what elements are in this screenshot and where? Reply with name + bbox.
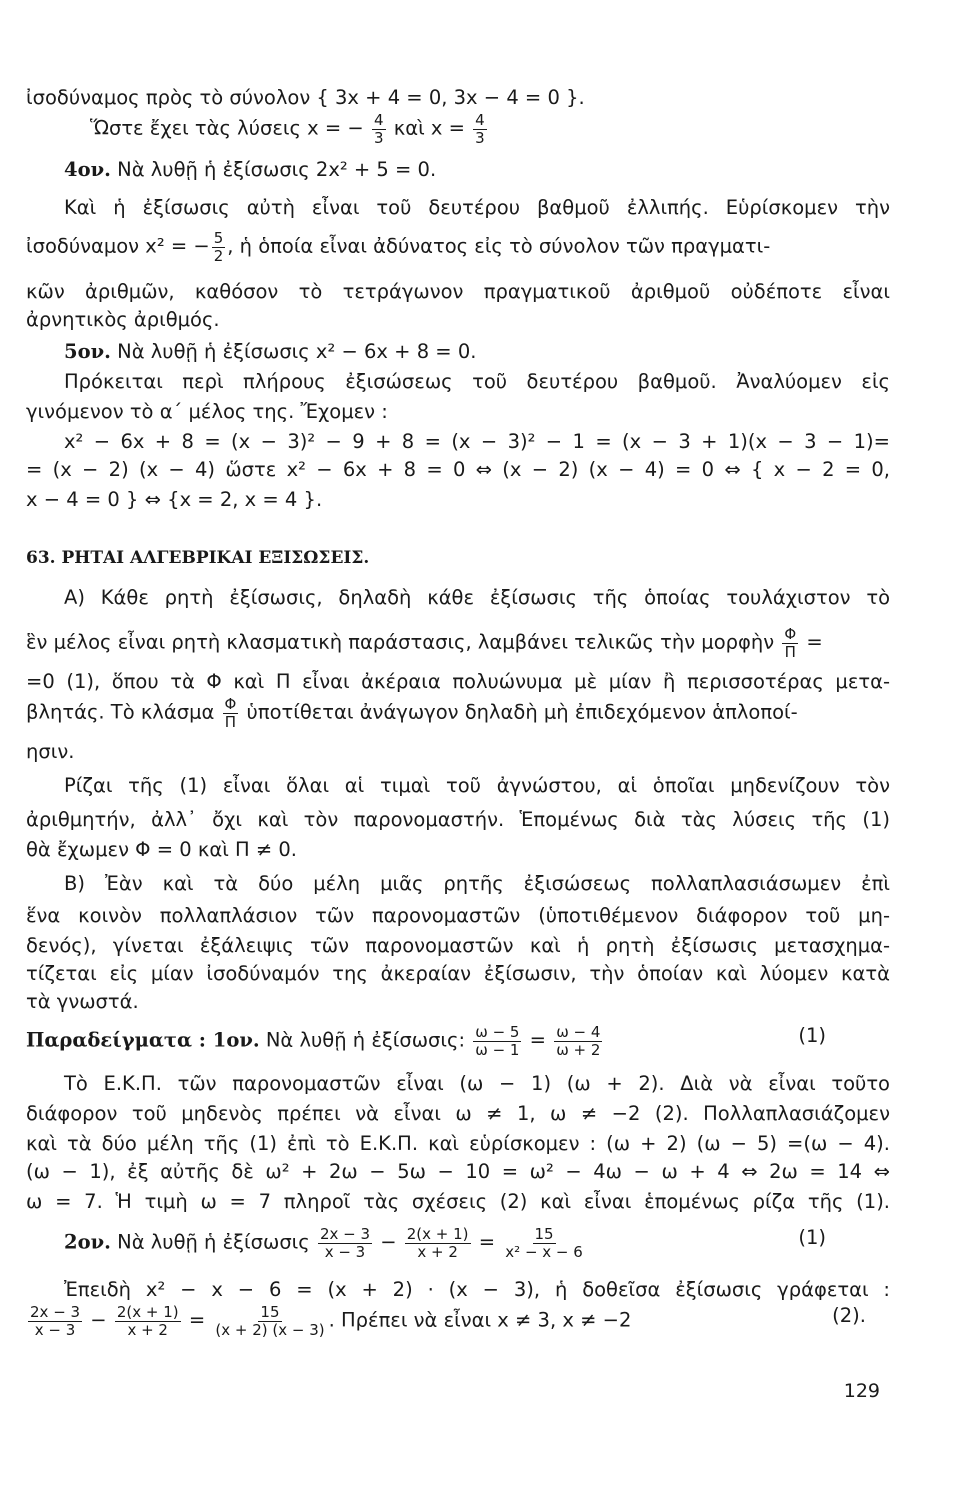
equation-line: $\frac{2x - 3}{x - 3}$ − $\frac{2(x + 1)}{x + 2}$ = $\frac{15}{(x + 2) (x - 3)}$ . Πρέπει νὰ εἶναι x ≠ 3, x ≠ −2 (2). [30,1303,866,1339]
text-line: ἰσοδύναμος πρὸς τὸ σύνολον { 3x + 4 = 0, 3x − 4 = 0 }. [26,86,585,109]
equation-line: x² − 6x + 8 = (x − 3)² − 9 + 8 = (x − 3)² − 1 = (x − 3 + 1)(x − 3 − 1)= [64,430,890,453]
text-line: θὰ ἔχωμεν Φ = 0 καὶ Π ≠ 0. [26,838,297,861]
text-line: ω = 7. Ἡ τιμὴ ω = 7 πληροῖ τὰς σχέσεις (2) καὶ εἶναι ἑπομένως ρίζα τῆς (1). [26,1190,890,1213]
fraction: $\frac{5}{2}$ [213,229,224,265]
text-line: Ὥστε ἔχει τὰς λύσεις x = − $\frac{4}{3}$ καὶ x = $\frac{4}{3}$ [90,111,485,147]
fraction: $\frac{\Phi}{\Pi}$ [224,695,237,731]
text-line: ἀριθμητήν, ἀλλ᾽ ὄχι καὶ τὸν παρονομαστήν. Ἑπομένως διὰ τὰς λύσεις τῆς (1) [26,808,890,831]
text-line: Ρίζαι τῆς (1) εἶναι ὅλαι αἱ τιμαὶ τοῦ ἀγνώστου, αἱ ὁποῖαι μηδενίζουν τὸν [64,774,890,797]
text-line: διάφορον τοῦ μηδενὸς πρέπει νὰ εἶναι ω ≠ 1, ω ≠ −2 (2). Πολλαπλασιάζομεν [26,1102,890,1125]
example-label: 4ον. [64,158,111,181]
equation-number: (2). [832,1304,866,1327]
text-line: ησιν. [26,740,75,763]
page-number: 129 [843,1380,880,1402]
text-line: ἰσοδύναμον x² = − $\frac{5}{2}$ , ἡ ὁποία εἶναι ἀδύνατος εἰς τὸ σύνολον τῶν πραγματι- [26,229,771,265]
text-line: 5ον. Νὰ λυθῇ ἡ ἐξίσωσις x² − 6x + 8 = 0. [64,340,477,363]
fraction: $\frac{2(x + 1)}{x + 2}$ [116,1303,179,1339]
fraction: $\frac{\omega - 4}{\omega + 2}$ [556,1023,601,1059]
equation-line: = (x − 2) (x − 4) ὥστε x² − 6x + 8 = 0 ⇔ (x − 2) (x − 4) = 0 ⇔ { x − 2 = 0, [26,458,890,481]
fraction: $\frac{\Phi}{\Pi}$ [784,625,797,661]
text-line: ἓν μέλος εἶναι ρητὴ κλασματικὴ παράστασις, λαμβάνει τελικῶς τὴν μορφὴν $\frac{\Phi}{\Pi}$ = [26,625,823,661]
text-line: Τὸ Ε.Κ.Π. τῶν παρονομαστῶν εἶναι (ω − 1) (ω + 2). Διὰ νὰ εἶναι τοῦτο [64,1072,890,1095]
text-line: καὶ τὰ δύο μέλη τῆς (1) ἐπὶ τὸ Ε.Κ.Π. καὶ εὑρίσκομεν : (ω + 2) (ω − 5) =(ω − 4). [26,1132,890,1155]
text-line: ἕνα κοινὸν πολλαπλάσιον τῶν παρονομαστῶν (ὑποτιθέμενον διάφορον τοῦ μη- [26,904,890,927]
text-line: Β) Ἐὰν καὶ τὰ δύο μέλη μιᾶς ρητῆς ἐξισώσεως πολλαπλασιάσωμεν ἐπὶ [64,872,890,895]
equation-line: (ω − 1), ἐξ αὐτῆς δὲ ω² + 2ω − 5ω − 10 = ω² − 4ω − ω + 4 ⇔ 2ω = 14 ⇔ [26,1160,890,1183]
equation-number: (1) [798,1226,826,1249]
example-label: 2ον. [64,1230,111,1254]
examples-label: Παραδείγματα : 1ον. [26,1028,260,1052]
fraction: $\frac{2(x + 1)}{x + 2}$ [406,1225,469,1261]
text-line: Παραδείγματα : 1ον. Νὰ λυθῇ ἡ ἐξίσωσις: $\frac{\omega - 5}{\omega - 1}$ = $\frac{\omega - 4}{\omega + 2}$ (1) [26,1023,826,1059]
fraction: $\frac{\omega - 5}{\omega - 1}$ [475,1023,520,1059]
text-line: γινόμενον τὸ α΄ μέλος της. Ἔχομεν : [26,400,388,423]
fraction: $\frac{15}{(x + 2) (x - 3)}$ [215,1303,325,1339]
text-line: Καὶ ἡ ἐξίσωσις αὐτὴ εἶναι τοῦ δευτέρου βαθμοῦ ἐλλιπής. Εὑρίσκομεν τὴν [64,196,890,219]
text-line: τὰ γνωστά. [26,990,139,1013]
text-line: δενός), γίνεται ἐξάλειψις τῶν παρονομαστῶν καὶ ἡ ρητὴ ἐξίσωσις μετασχημα- [26,934,890,957]
section-heading: 63. ΡΗΤΑΙ ΑΛΓΕΒΡΙΚΑΙ ΕΞΙΣΩΣΕΙΣ. [26,548,370,568]
text-line: βλητάς. Τὸ κλάσμα $\frac{\Phi}{\Pi}$ ὑποτίθεται ἀνάγωγον δηλαδὴ μὴ ἐπιδεχόμενον ἁπλοποί- [26,695,798,731]
fraction: $\frac{4}{3}$ [475,111,485,147]
equation-number: (1) [798,1024,826,1047]
fraction: $\frac{4}{3}$ [373,111,384,147]
text-line: Πρόκειται περὶ πλήρους ἐξισώσεως τοῦ δευτέρου βαθμοῦ. Ἀναλύομεν εἰς [64,370,890,393]
example-label: 5ον. [64,340,111,363]
text-line: τίζεται εἰς μίαν ἰσοδύναμόν της ἀκεραίαν ἐξίσωσιν, τὴν ὁποίαν καὶ λύομεν κατὰ [26,962,890,985]
text-line: 4ον. Νὰ λυθῇ ἡ ἐξίσωσις 2x² + 5 = 0. [64,158,437,181]
text-line: 2ον. Νὰ λυθῇ ἡ ἐξίσωσις $\frac{2x - 3}{x - 3}$ − $\frac{2(x + 1)}{x + 2}$ = $\frac{15}{\text{x² − x − 6}}$ (1) [64,1225,826,1261]
text-line: Α) Κάθε ρητὴ ἐξίσωσις, δηλαδὴ κάθε ἐξίσωσις τῆς ὁποίας τουλάχιστον τὸ [64,586,890,609]
fraction: $\frac{2x - 3}{x - 3}$ [30,1303,81,1339]
equation-line: x − 4 = 0 } ⇔ {x = 2, x = 4 }. [26,488,323,511]
text-line: ἀρνητικὸς ἀριθμός. [26,308,220,331]
text-line: κῶν ἀριθμῶν, καθόσον τὸ τετράγωνον πραγματικοῦ ἀριθμοῦ οὐδέποτε εἶναι [26,280,890,303]
fraction: $\frac{2x - 3}{x - 3}$ [319,1225,371,1261]
fraction: $\frac{15}{\text{x² − x − 6}}$ [505,1225,583,1261]
text-line: =0 (1), ὅπου τὰ Φ καὶ Π εἶναι ἀκέραια πολυώνυμα μὲ μίαν ἢ περισσοτέρας μετα- [26,670,890,693]
text-line: Ἐπειδὴ x² − x − 6 = (x + 2) · (x − 3), ἡ δοθεῖσα ἐξίσωσις γράφεται : [64,1278,890,1301]
